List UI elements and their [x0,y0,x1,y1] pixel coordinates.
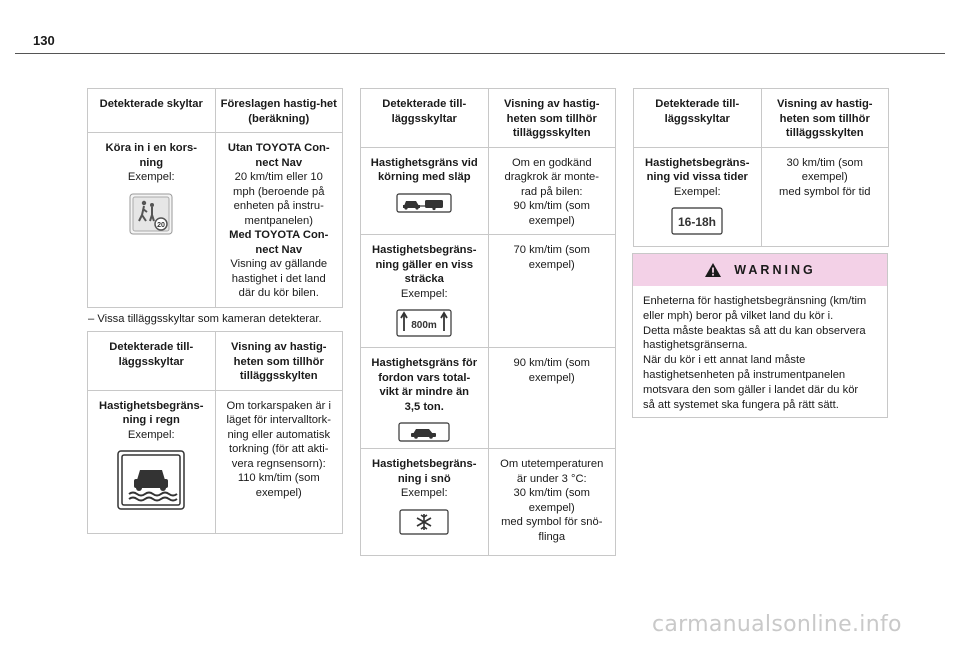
sign-speed-number: 20 [157,221,166,229]
table4-speed-cell: 30 km/tim (som exempel) med symbol för tid [761,147,889,246]
table3-row1-speed-cell: Om en godkänd dragkrok är monte- rad på bilen: 90 km/tim (som exempel) [488,147,616,235]
warning-box [632,253,888,418]
table3-header-left: Detekterade till- läggsskyltar [361,89,489,148]
distance-arrows-sign-icon [396,309,452,337]
time-range-sign-icon [671,207,723,235]
table4-header-right: Visning av hastig- heten som tillhör tilläggsskylten [761,89,889,148]
table4-sign-cell: Hastighetsbegräns- ning vid vissa tider Exempel: 16-18h [634,147,762,246]
table1-sign-cell: Köra in i en kors- ning Exempel: 20 [88,133,216,308]
table2-header-left: Detekterade till- läggsskyltar [88,332,216,391]
table2-sign-cell: Hastighetsbegräns- ning i regn Exempel: [88,390,216,533]
warning-triangle-icon [704,262,722,278]
warning-header [633,254,887,286]
table2-header-right: Visning av hastig- heten som tillhör tilläggsskylten [215,332,343,391]
warning-text: Enheterna för hastighetsbegränsning (km/tim eller mph) beror på vilket land du kör i. Detta måste beaktas så att du kan observera hastighetsgränserna. När du kör i ett annat land måste hastighetsenheten på instrumentpanelen motsvara den som gäller i landet där du kör så att systemet ska fungera på rätt sätt. [643,295,867,411]
detected-signs-table-1 [87,88,343,308]
table1-speed-cell: Utan TOYOTA Con- nect Nav 20 km/tim eller 10 mph (beroende på enheten på instru- mentpanelen) Med TOYOTA Con- nect Nav Visning av gällande hastighet i det land där du kör bilen. [215,133,343,308]
table3-row4-speed-cell: Om utetemperaturen är under 3 °C: 30 km/tim (som exempel) med symbol för snö- flinga [488,449,616,556]
detected-signs-table-4 [633,88,889,247]
warning-title: WARNING [734,263,816,277]
table1-header-left: Detekterade skyltar [88,89,216,133]
wet-road-car-sign-icon [117,450,185,510]
sign-distance-text: 800m [411,320,438,331]
detected-signs-table-2 [87,331,343,534]
car-sign-icon [398,422,450,442]
page-number: 130 [33,33,55,48]
table3-row4-sign-cell: Hastighetsbegräns- ning i snö Exempel: [361,449,489,556]
sign-time-text: 16-18h [678,215,717,229]
table2-speed-cell: Om torkarspaken är i läget för intervalltork- ning eller automatisk torkning (för att akti- vera regnsensorn): 110 km/tim (som exempel) [215,390,343,533]
table3-row2-speed-cell: 70 km/tim (som exempel) [488,235,616,348]
table3-row1-sign-cell: Hastighetsgräns vid körning med släp [361,147,489,235]
table3-header-right: Visning av hastig- heten som tillhör tilläggsskylten [488,89,616,148]
watermark: carmanualsonline.info [652,612,902,637]
table3-row3-speed-cell: 90 km/tim (som exempel) [488,348,616,449]
snowflake-sign-icon [399,509,449,535]
detected-signs-table-3 [360,88,616,556]
note-text: – Vissa tilläggsskyltar som kameran detekterar. [88,313,322,325]
table3-row3-sign-cell: Hastighetsgräns för fordon vars total- vikt är mindre än 3,5 ton. [361,348,489,449]
table3-row2-sign-cell: Hastighetsbegräns- ning gäller en viss sträcka Exempel: 800m [361,235,489,348]
table1-header-right: Föreslagen hastig-het (beräkning) [215,89,343,133]
table4-header-left: Detekterade till- läggsskyltar [634,89,762,148]
car-with-trailer-sign-icon [396,193,452,213]
header-rule [15,53,945,54]
pedestrian-zone-sign-icon [129,193,173,235]
